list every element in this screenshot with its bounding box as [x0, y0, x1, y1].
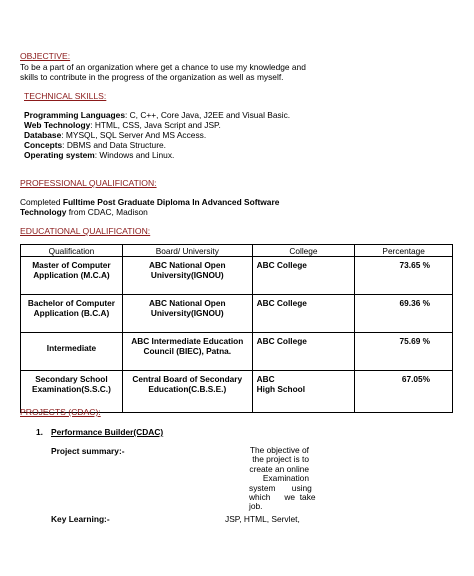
project-summary-text: The objective of the project is to create an online Examination system using which we take job. — [249, 445, 316, 512]
college-cell: ABC College — [252, 257, 355, 295]
professional-heading: PROFESSIONAL QUALIFICATION: — [20, 178, 157, 188]
header-qualification: Qualification — [21, 245, 123, 257]
professional-line-1 — [20, 197, 279, 207]
skill-row-programming — [24, 110, 290, 120]
professional-diploma: Fulltime Post Graduate Diploma In Advanced Software — [62, 197, 280, 207]
table-header-row — [21, 245, 453, 257]
skill-label: Operating system — [24, 150, 95, 160]
percentage-cell: 69.36 % — [355, 295, 453, 333]
objective-line-1: To be a part of an organization where get a chance to use my knowledge and — [20, 62, 306, 72]
table-row — [21, 333, 453, 371]
percentage-cell: 73.65 % — [355, 257, 453, 295]
objective-heading: OBJECTIVE: — [20, 51, 71, 61]
qualification-cell: Secondary School Examination(S.S.C.) — [21, 371, 123, 413]
skill-value: : HTML, CSS, Java Script and JSP. — [90, 120, 221, 130]
professional-line-2 — [20, 207, 148, 217]
key-learning-label: Key Learning:- — [51, 514, 110, 524]
percentage-cell: 67.05% — [355, 371, 453, 413]
skill-label: Web Technology — [24, 120, 91, 130]
skill-label: Database — [24, 130, 62, 140]
college-cell: ABC College — [252, 295, 355, 333]
education-table — [20, 244, 453, 413]
percentage-cell: 75.69 % — [355, 333, 453, 371]
skill-row-database — [24, 130, 206, 140]
key-learning-value: JSP, HTML, Servlet, — [225, 514, 300, 524]
header-college: College — [252, 245, 355, 257]
board-cell: ABC Intermediate Education Council (BIEC), Patna. — [122, 333, 252, 371]
table-row — [21, 295, 453, 333]
objective-line-2: skills to contribute in the progress of the organization as well as myself. — [20, 72, 284, 82]
professional-suffix: from CDAC, Madison — [66, 207, 148, 217]
qualification-cell: Master of Computer Application (M.C.A) — [21, 257, 123, 295]
skill-value: : MYSQL, SQL Server And MS Access. — [61, 130, 207, 140]
header-percentage: Percentage — [355, 245, 453, 257]
board-cell: ABC National Open University(IGNOU) — [122, 257, 252, 295]
technical-skills-heading: TECHNICAL SKILLS: — [24, 91, 107, 101]
skill-value: : Windows and Linux. — [94, 150, 175, 160]
skill-row-web — [24, 120, 221, 130]
board-cell: ABC National Open University(IGNOU) — [122, 295, 252, 333]
board-cell: Central Board of Secondary Education(C.B.S.E.) — [122, 371, 252, 413]
projects-heading: PROJECTS (CDAC): — [20, 407, 101, 417]
professional-prefix: Completed — [20, 197, 63, 207]
project-summary-label: Project summary:- — [51, 446, 125, 456]
college-cell: ABC College — [252, 333, 355, 371]
qualification-cell: Intermediate — [21, 333, 123, 371]
project-number: 1. — [36, 427, 43, 437]
skill-label: Programming Languages — [24, 110, 125, 120]
qualification-cell: Bachelor of Computer Application (B.C.A) — [21, 295, 123, 333]
skill-row-concepts — [24, 140, 166, 150]
professional-course: Technology — [20, 207, 67, 217]
skill-value: : C, C++, Core Java, J2EE and Visual Basic. — [124, 110, 291, 120]
skill-label: Concepts — [24, 140, 63, 150]
table-row — [21, 257, 453, 295]
project-title: Performance Builder(CDAC) — [51, 427, 164, 437]
educational-heading: EDUCATIONAL QUALIFICATION: — [20, 226, 151, 236]
college-cell: ABC High School — [252, 371, 355, 413]
skill-row-os — [24, 150, 174, 160]
skill-value: : DBMS and Data Structure. — [62, 140, 166, 150]
header-board: Board/ University — [122, 245, 252, 257]
